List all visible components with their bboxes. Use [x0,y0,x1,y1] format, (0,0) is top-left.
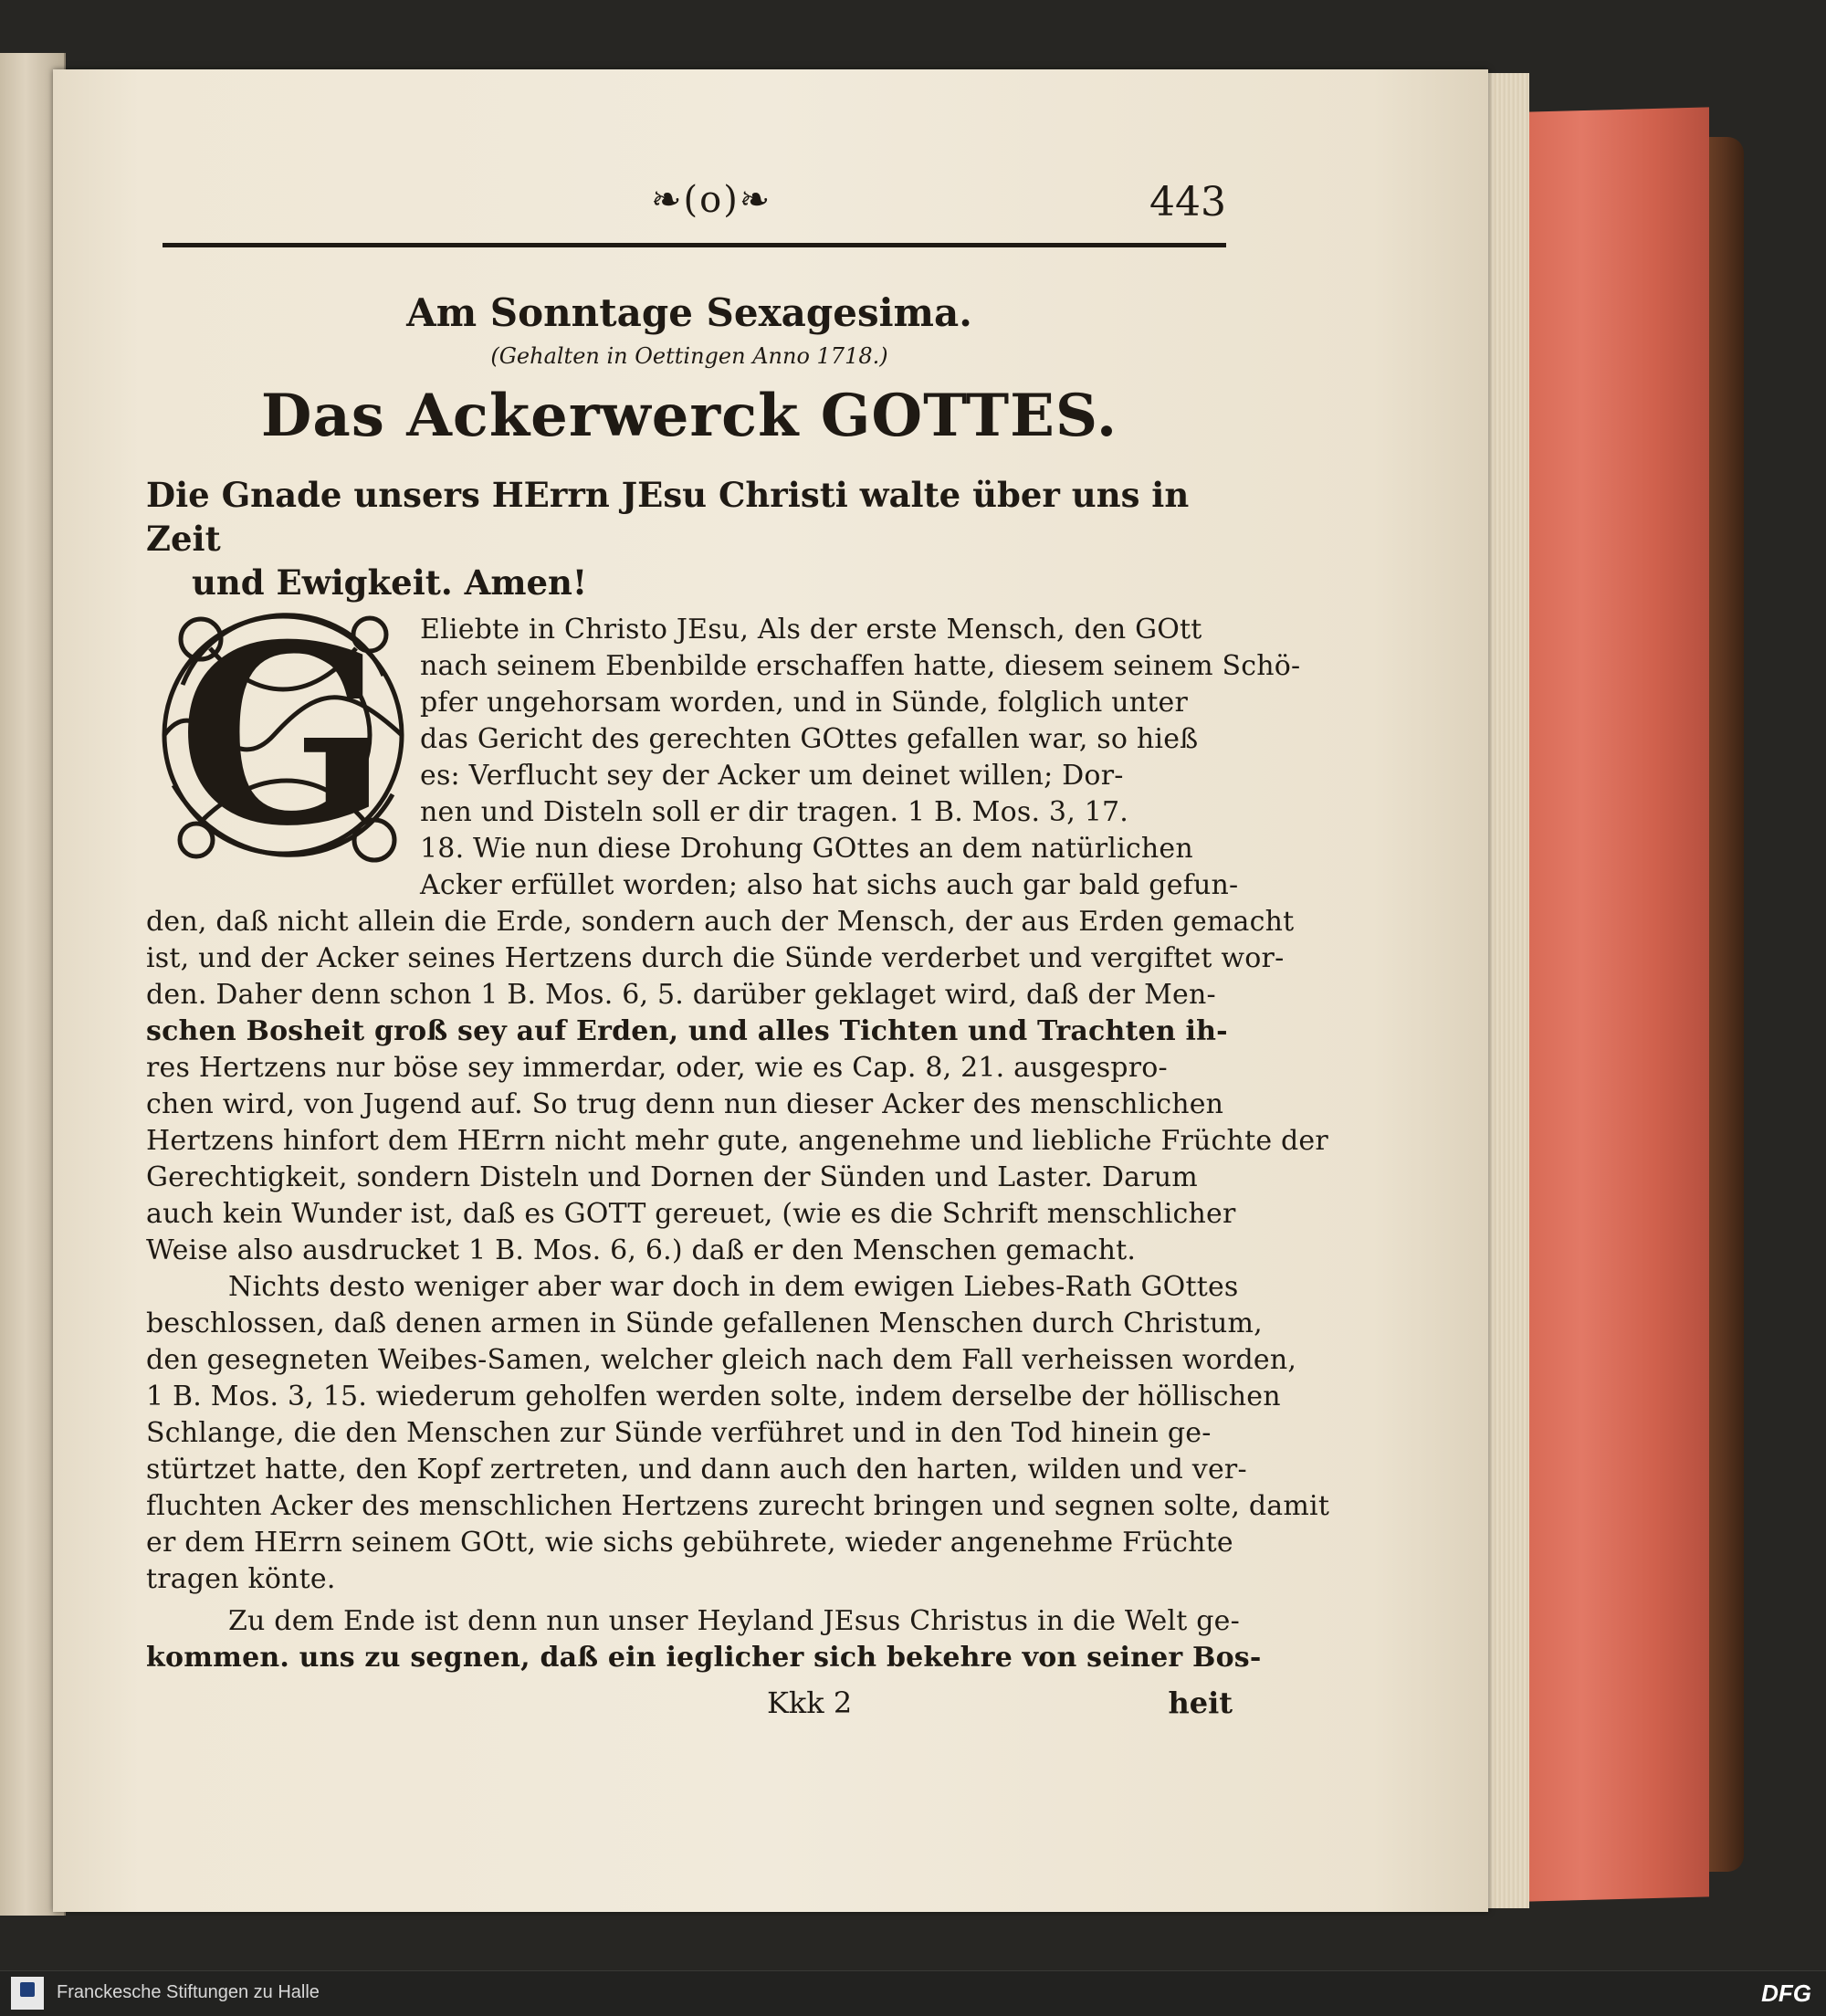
text-line: kommen. uns zu segnen, daß ein ieglicher sich bekehre von seiner Bos- [146,1642,1262,1674]
text-line: stürtzet hatte, den Kopf zertreten, und dann auch den harten, wilden und ver- [146,1454,1247,1486]
text-line: den, daß nicht allein die Erde, sondern auch der Mensch, der aus Erden gemacht [146,906,1295,938]
text-line: ist, und der Acker seines Hertzens durch die Sünde verderbet und vergiftet wor- [146,942,1285,974]
sunday-title: Am Sonntage Sexagesima. [406,290,972,335]
text-line: 18. Wie nun diese Drohung GOttes an dem natürlichen [420,833,1193,865]
text-line: Acker erfüllet worden; also hat sichs auch gar bald gefun- [420,869,1239,901]
greeting-line-2: und Ewigkeit. Amen! [192,562,588,603]
text-line: das Gericht des gerechten GOttes gefallen war, so hieß [420,723,1199,755]
red-page-edges [1527,107,1709,1901]
text-line: beschlossen, daß denen armen in Sünde gefallenen Menschen durch Christum, [146,1307,1263,1339]
text-line: Nichts desto weniger aber war doch in dem ewigen Liebes-Rath GOttes [228,1271,1239,1303]
institution-logo-icon [11,1977,44,2010]
text-line: Zu dem Ende ist denn nun unser Heyland JEsus Christus in die Welt ge- [228,1605,1240,1637]
decorated-initial [146,575,420,895]
text-line: den. Daher denn schon 1 B. Mos. 6, 5. darüber geklaget wird, daß der Men- [146,979,1216,1011]
text-line: tragen könte. [146,1563,336,1595]
dfg-logo: DFG [1761,1979,1811,2007]
running-header [163,179,1226,243]
initial-letter: G [177,590,389,880]
viewer-footer [0,1970,1826,2016]
text-line: nach seinem Ebenbilde erschaffen hatte, diesem seinem Schö- [420,650,1301,682]
text-line: chen wird, von Jugend auf. So trug denn nun dieser Acker des menschlichen [146,1088,1224,1120]
page-number: 443 [1149,179,1226,226]
header-ornament: ❧(o)❧ [651,179,772,221]
text-line: Weise also ausdrucket 1 B. Mos. 6, 6.) daß er den Menschen gemacht. [146,1234,1137,1266]
institution-name: Franckesche Stiftungen zu Halle [57,1982,320,2002]
text-line: es: Verflucht sey der Acker um deinet willen; Dor- [420,760,1124,792]
catchword: heit [1168,1685,1233,1720]
header-rule [163,243,1226,247]
text-line: res Hertzens nur böse sey immerdar, oder, wie es Cap. 8, 21. ausgespro- [146,1052,1168,1084]
text-line: Gerechtigkeit, sondern Disteln und Dornen der Sünden und Laster. Darum [146,1161,1198,1193]
text-line: fluchten Acker des menschlichen Hertzens zurecht bringen und segnen solte, damit [146,1490,1330,1522]
text-line: er dem HErrn seinem GOtt, wie sichs gebührete, wieder angenehme Früchte [146,1527,1233,1559]
text-line: nen und Disteln soll er dir tragen. 1 B. Mos. 3, 17. [420,796,1129,828]
held-note: (Gehalten in Oettingen Anno 1718.) [490,343,888,369]
text-line: Hertzens hinfort dem HErrn nicht mehr gute, angenehme und liebliche Früchte der [146,1125,1328,1157]
signature-mark: Kkk 2 [767,1685,853,1720]
decorated-initial-icon [146,575,420,895]
text-line: schen Bosheit groß sey auf Erden, und alles Tichten und Trachten ih- [146,1015,1228,1047]
text-line: Schlange, die den Menschen zur Sünde verführet und in den Tod hinein ge- [146,1417,1212,1449]
text-line: pfer ungehorsam worden, und in Sünde, folglich unter [420,687,1189,719]
text-line: den gesegneten Weibes-Samen, welcher gleich nach dem Fall verheissen worden, [146,1344,1297,1376]
text-line: Eliebte in Christo JEsu, Als der erste Mensch, den GOtt [420,614,1202,646]
text-line: auch kein Wunder ist, daß es GOTT gereuet, (wie es die Schrift menschlicher [146,1198,1236,1230]
greeting-line-1: Die Gnade unsers HErrn JEsu Christi walte über uns in Zeit [146,475,1190,559]
sermon-title: Das Ackerwerck GOTTES. [260,382,1118,450]
text-line: 1 B. Mos. 3, 15. wiederum geholfen werden solte, indem derselbe der höllischen [146,1381,1281,1412]
